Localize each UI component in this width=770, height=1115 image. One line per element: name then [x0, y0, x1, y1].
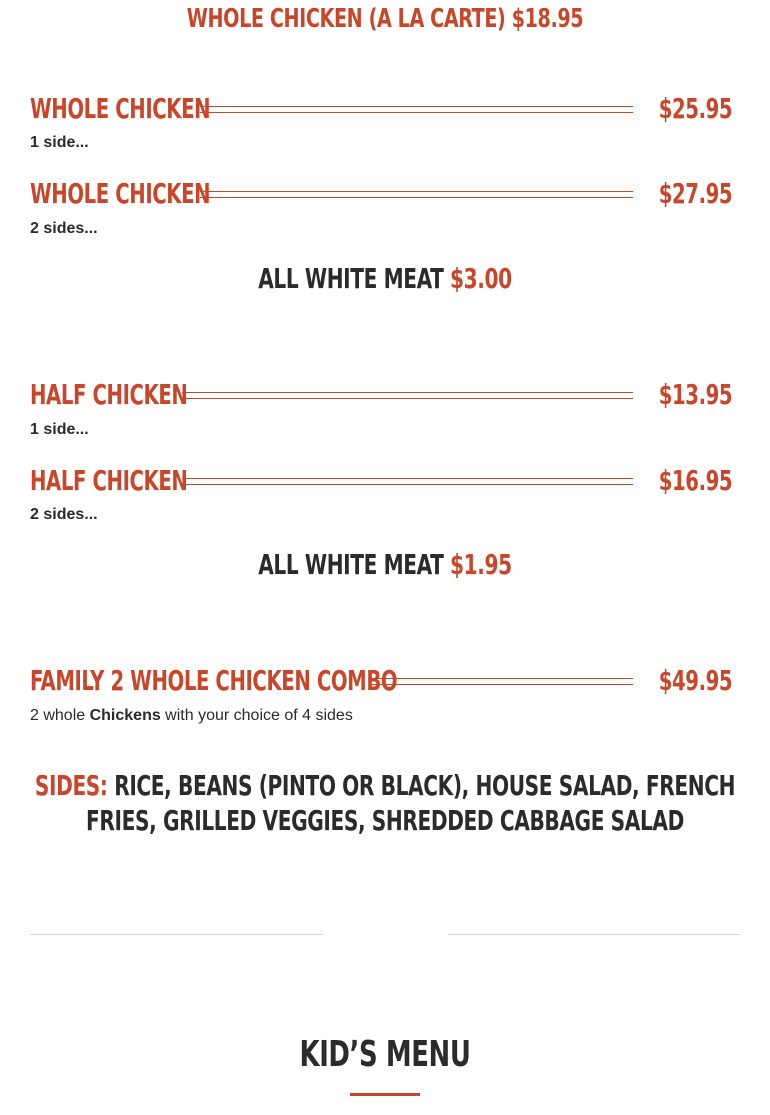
menu-item-family-combo: [30, 663, 732, 699]
leader-line: [182, 392, 633, 399]
item-description: 1 side...: [30, 421, 89, 438]
sides-list: [30, 768, 740, 838]
item-description: 2 sides...: [30, 220, 98, 237]
item-description: 2 whole Chickens with your choice of 4 sides: [30, 707, 353, 724]
kids-menu-title: KID’S MENU: [299, 1034, 471, 1075]
item-description: 1 side...: [30, 134, 89, 151]
item-price: $13.95: [658, 378, 732, 411]
item-name: FAMILY 2 WHOLE CHICKEN COMBO: [30, 664, 398, 697]
item-description-emphasis: Chickens: [89, 707, 161, 724]
section-divider-left: [30, 934, 323, 935]
upgrade-price: $3.00: [450, 262, 512, 295]
white-meat-upgrade: [77, 548, 693, 581]
upgrade-label: ALL WHITE MEAT: [258, 262, 451, 295]
item-name: HALF CHICKEN: [30, 378, 188, 411]
item-name: HALF CHICKEN: [30, 464, 188, 497]
item-name: WHOLE CHICKEN: [30, 177, 211, 210]
menu-item-whole-chicken-1-side: [30, 91, 732, 127]
item-description: 2 sides...: [30, 506, 98, 523]
item-name: WHOLE CHICKEN: [30, 92, 211, 125]
sides-label: SIDES:: [34, 769, 115, 802]
white-meat-upgrade: [77, 262, 693, 295]
leader-line: [200, 191, 633, 198]
upgrade-price: $1.95: [450, 548, 512, 581]
a-la-carte-heading: WHOLE CHICKEN (A LA CARTE) $18.95: [186, 4, 584, 34]
menu-item-half-chicken-1-side: [30, 377, 732, 413]
sides-text: RICE, BEANS (PINTO OR BLACK), HOUSE SALAD, FRENCH FRIES, GRILLED VEGGIES, SHREDDED CABBAGE SALAD: [86, 769, 736, 837]
menu-item-whole-chicken-2-sides: [30, 176, 732, 212]
section-divider-right: [448, 934, 740, 935]
leader-line: [372, 678, 633, 685]
leader-line: [182, 478, 633, 485]
item-price: $27.95: [658, 177, 732, 210]
item-price: $25.95: [658, 92, 732, 125]
leader-line: [200, 106, 633, 113]
menu-item-half-chicken-2-sides: [30, 463, 732, 499]
item-price: $16.95: [658, 464, 732, 497]
item-price: $49.95: [658, 664, 732, 697]
upgrade-label: ALL WHITE MEAT: [258, 548, 451, 581]
kids-menu-underline: [350, 1093, 420, 1096]
